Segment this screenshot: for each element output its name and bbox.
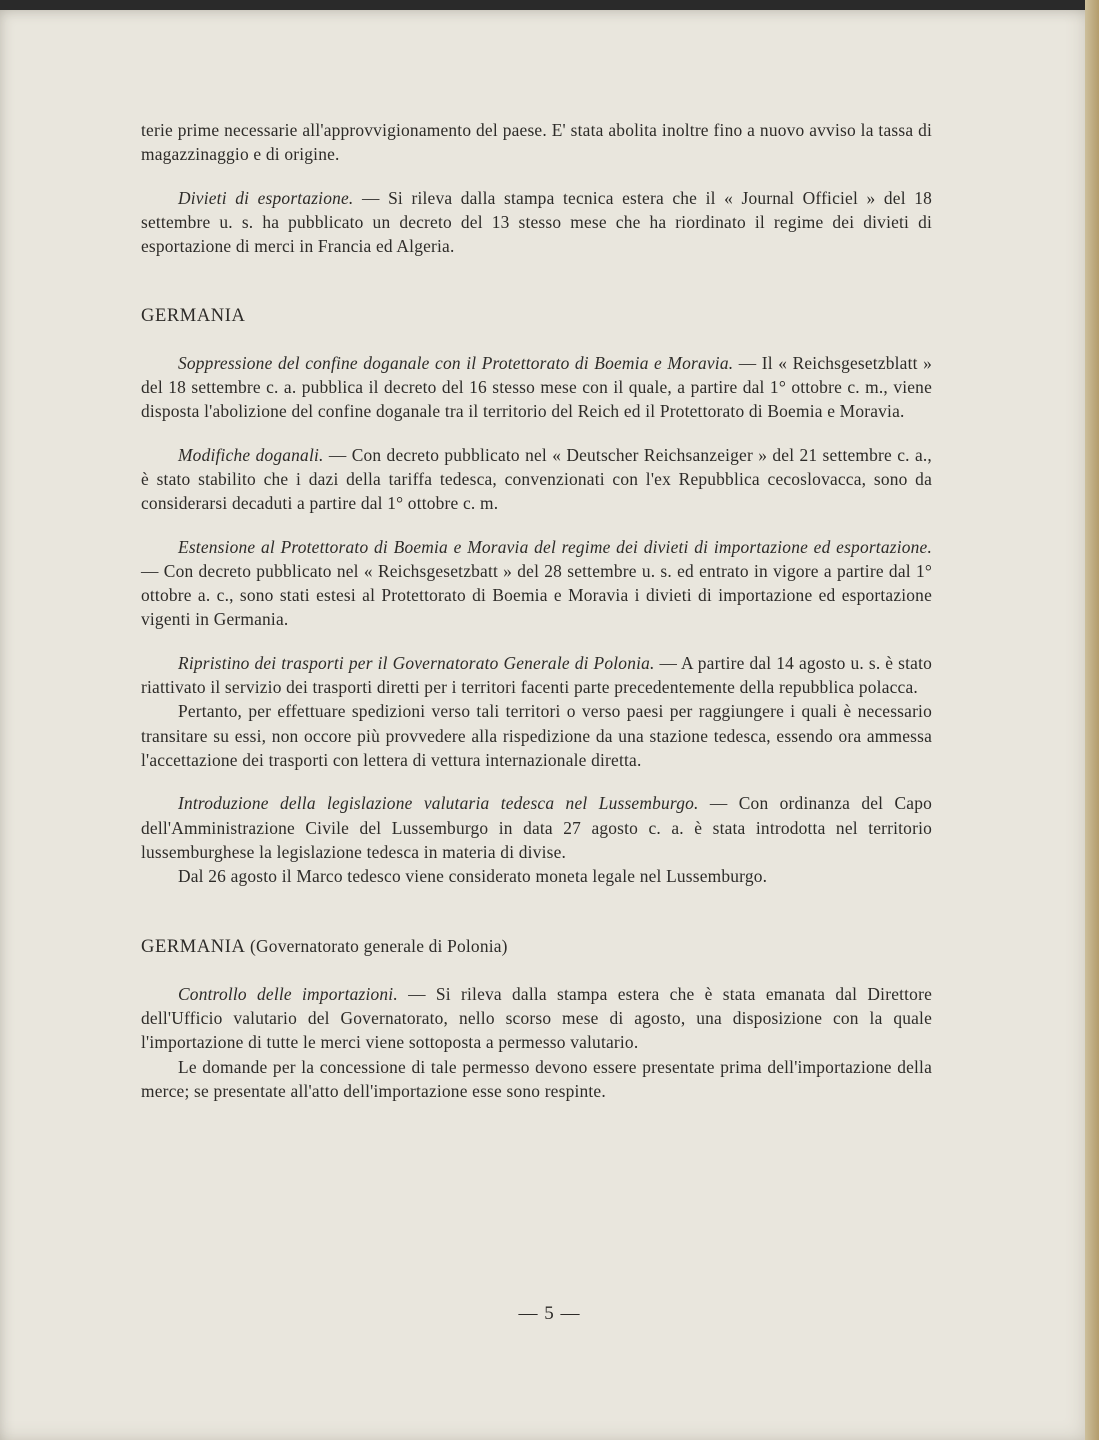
scan-top-edge [0, 0, 1099, 10]
paragraph-customs-changes [141, 443, 932, 516]
document-body [141, 118, 932, 1103]
paragraph-import-control [141, 982, 932, 1055]
page-number: — 5 — [518, 1303, 581, 1324]
paragraph-title: Ripristino dei trasporti per il Governatorato Generale di Polonia. [178, 652, 655, 673]
paragraph-text: — Il « Reichsgesetzblatt » del 18 settembre c. a. pubblica il decreto del 16 stesso mese con il quale, a partire dal 1° ottobre c. m., viene disposta l'abolizione del confine doganale tra il territorio del Reich ed il Protettorato di Boemia e Moravia. [141, 352, 933, 422]
heading-subtitle: (Governatorato generale di Polonia) [245, 936, 508, 957]
paragraph-import-export-bans [141, 535, 932, 632]
paragraph-raw-materials: terie prime necessarie all'approvvigionamento del paese. E' stata abolita inoltre fino a nuovo avviso la tassa di magazzinaggio e di origine. [141, 120, 932, 165]
paragraph-title: Modifiche doganali. [178, 444, 324, 465]
paragraph-text: — Si rileva dalla stampa estera che è stata emanata dal Direttore dell'Ufficio valutario del Governatorato, nello scorso mese di agosto, una disposizione con la quale l'importazione di tutte le merci viene sottoposta a permesso valutario. [141, 983, 932, 1053]
paragraph-title: Controllo delle importazioni. [178, 983, 398, 1004]
paragraph-title: Introduzione della legislazione valutaria tedesca nel Lussemburgo. [178, 793, 699, 814]
paragraph-export-bans [141, 186, 932, 259]
paragraph-text: — Si rileva dalla stampa tecnica estera che il « Journal Officiel » del 18 settembre u. s. ha pubblicato un decreto del 13 stesso mese che ha riordinato il regime dei divieti di esportazione di merci in Francia ed Algeria. [141, 187, 933, 257]
section-heading-germania: GERMANIA [141, 306, 246, 327]
paragraph-title: Estensione al Protettorato di Boemia e Moravia del regime dei divieti di importazione ed esportazione. [178, 536, 932, 557]
paragraph-legal-tender: Dal 26 agosto il Marco tedesco viene considerato moneta legale nel Lussemburgo. [178, 866, 768, 887]
paragraph-text: — Con ordinanza del Capo dell'Amministrazione Civile del Lussemburgo in data 27 agosto c. a. è stata introdotta nel territorio lussemburghese la legislazione tedesca in materia di divise. [141, 793, 932, 862]
paragraph-transport-restoration [141, 651, 932, 700]
heading-main: GERMANIA [141, 937, 246, 958]
paragraph-currency-legislation [141, 791, 932, 864]
paragraph-text: — Con decreto pubblicato nel « Reichsgesetzbatt » del 28 settembre u. s. ed entrato in vigore a partire dal 1° ottobre a. c., sono stati estesi al Protettorato di Boemia e Moravia i divieti di importazione ed esportazione vigenti in Germania. [141, 560, 932, 630]
binding-edge [1085, 0, 1099, 1440]
paragraph-title: Divieti di esportazione. [178, 187, 354, 208]
paragraph-title: Soppressione del confine doganale con il Protettorato di Boemia e Moravia. [178, 352, 734, 373]
paragraph-permit-requests: Le domande per la concessione di tale permesso devono essere presentate prima dell'importazione della merce; se presentate all'atto dell'importazione esse sono respinte. [141, 1056, 932, 1101]
paragraph-text: — A partire dal 14 agosto u. s. è stato riattivato il servizio dei trasporti diretti per i territori facenti parte precedentemente della repubblica polacca. [141, 652, 933, 698]
paragraph-customs-border [141, 351, 932, 424]
paragraph-transport-continued: Pertanto, per effettuare spedizioni verso tali territori o verso paesi per raggiungere i quali è necessario transitare su essi, non occore più provvedere alla rispedizione da una stazione tedesca, essendo ora ammessa l'accettazione dei trasporti con lettera di vettura internazionale diretta. [141, 701, 932, 770]
section-heading-germania-polonia [141, 934, 932, 959]
paragraph-text: — Con decreto pubblicato nel « Deutscher Reichsanzeiger » del 21 settembre c. a., è stato stabilito che i dazi della tariffa tedesca, convenzionati con l'ex Repubblica cecoslovacca, sono da considerarsi decaduti a partire dal 1° ottobre c. m. [141, 444, 932, 514]
